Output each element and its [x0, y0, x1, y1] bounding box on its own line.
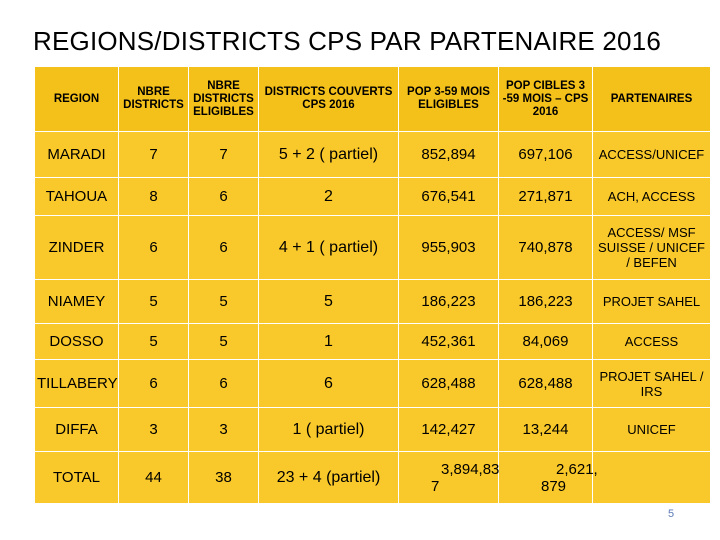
total-cibles-line2: 879	[541, 477, 567, 495]
cell-cibles: 740,878	[499, 216, 593, 280]
header-pop-cibles: POP CIBLES 3 -59 MOIS – CPS 2016	[499, 67, 593, 132]
total-couverts: 23 + 4 (partiel)	[259, 452, 399, 504]
cell-region: DIFFA	[35, 408, 119, 452]
partners-table	[34, 66, 711, 504]
header-pop-eligibles: POP 3-59 MOIS ELIGIBLES	[399, 67, 499, 132]
cell-region: NIAMEY	[35, 280, 119, 324]
cell-partenaires: ACCESS/ MSF SUISSE / UNICEF / BEFEN	[593, 216, 711, 280]
cell-nbre: 5	[119, 280, 189, 324]
cell-partenaires: ACCESS/UNICEF	[593, 132, 711, 178]
cell-eligibles: 7	[189, 132, 259, 178]
table-row	[35, 408, 711, 452]
cell-couverts: 5 + 2 ( partiel)	[259, 132, 399, 178]
cell-pop: 186,223	[399, 280, 499, 324]
cell-couverts: 1	[259, 324, 399, 360]
table-row	[35, 360, 711, 408]
total-partenaires	[593, 452, 711, 504]
cell-eligibles: 5	[189, 324, 259, 360]
table-row	[35, 324, 711, 360]
cell-eligibles: 5	[189, 280, 259, 324]
cell-cibles: 697,106	[499, 132, 593, 178]
cell-couverts: 2	[259, 178, 399, 216]
total-eligibles: 38	[189, 452, 259, 504]
page-title: REGIONS/DISTRICTS CPS PAR PARTENAIRE 2016	[33, 26, 662, 56]
cell-nbre: 7	[119, 132, 189, 178]
cell-couverts: 6	[259, 360, 399, 408]
header-region: REGION	[35, 67, 119, 132]
cell-pop: 628,488	[399, 360, 499, 408]
cell-cibles: 13,244	[499, 408, 593, 452]
total-label: TOTAL	[35, 452, 119, 504]
table-row	[35, 216, 711, 280]
header-nbre-districts: NBRE DISTRICTS	[119, 67, 189, 132]
total-cibles	[499, 452, 598, 504]
header-row	[35, 67, 711, 132]
cell-couverts: 1 ( partiel)	[259, 408, 399, 452]
page-number: 5	[668, 508, 675, 520]
cell-region: TILLABERY	[35, 360, 119, 408]
cell-couverts: 5	[259, 280, 399, 324]
cell-pop: 452,361	[399, 324, 499, 360]
cell-partenaires: PROJET SAHEL	[593, 280, 711, 324]
cell-cibles: 628,488	[499, 360, 593, 408]
header-nbre-districts-eligibles: NBRE DISTRICTS ELIGIBLES	[189, 67, 259, 132]
cell-region: DOSSO	[35, 324, 119, 360]
cell-partenaires: UNICEF	[593, 408, 711, 452]
cell-pop: 955,903	[399, 216, 499, 280]
cell-pop: 142,427	[399, 408, 499, 452]
total-cibles-line1: 2,621,	[556, 460, 598, 478]
cell-nbre: 6	[119, 216, 189, 280]
cell-nbre: 5	[119, 324, 189, 360]
table-row	[35, 178, 711, 216]
header-partenaires: PARTENAIRES	[593, 67, 711, 132]
header-districts-couverts: DISTRICTS COUVERTS CPS 2016	[259, 67, 399, 132]
cell-nbre: 6	[119, 360, 189, 408]
cell-nbre: 8	[119, 178, 189, 216]
cell-eligibles: 3	[189, 408, 259, 452]
cell-region: ZINDER	[35, 216, 119, 280]
cell-pop: 676,541	[399, 178, 499, 216]
total-pop-line2: 7	[431, 477, 440, 495]
cell-cibles: 186,223	[499, 280, 593, 324]
total-nbre: 44	[119, 452, 189, 504]
cell-partenaires: PROJET SAHEL / IRS	[593, 360, 711, 408]
table-row	[35, 280, 711, 324]
table-row	[35, 132, 711, 178]
cell-partenaires: ACCESS	[593, 324, 711, 360]
total-pop-line1: 3,894,83	[441, 460, 500, 478]
cell-eligibles: 6	[189, 216, 259, 280]
cell-partenaires: ACH, ACCESS	[593, 178, 711, 216]
cell-region: TAHOUA	[35, 178, 119, 216]
total-row	[35, 452, 711, 504]
cell-nbre: 3	[119, 408, 189, 452]
cell-region: MARADI	[35, 132, 119, 178]
cell-eligibles: 6	[189, 360, 259, 408]
cell-cibles: 271,871	[499, 178, 593, 216]
cell-eligibles: 6	[189, 178, 259, 216]
cell-cibles: 84,069	[499, 324, 593, 360]
cell-couverts: 4 + 1 ( partiel)	[259, 216, 399, 280]
total-pop	[399, 452, 499, 504]
cell-pop: 852,894	[399, 132, 499, 178]
